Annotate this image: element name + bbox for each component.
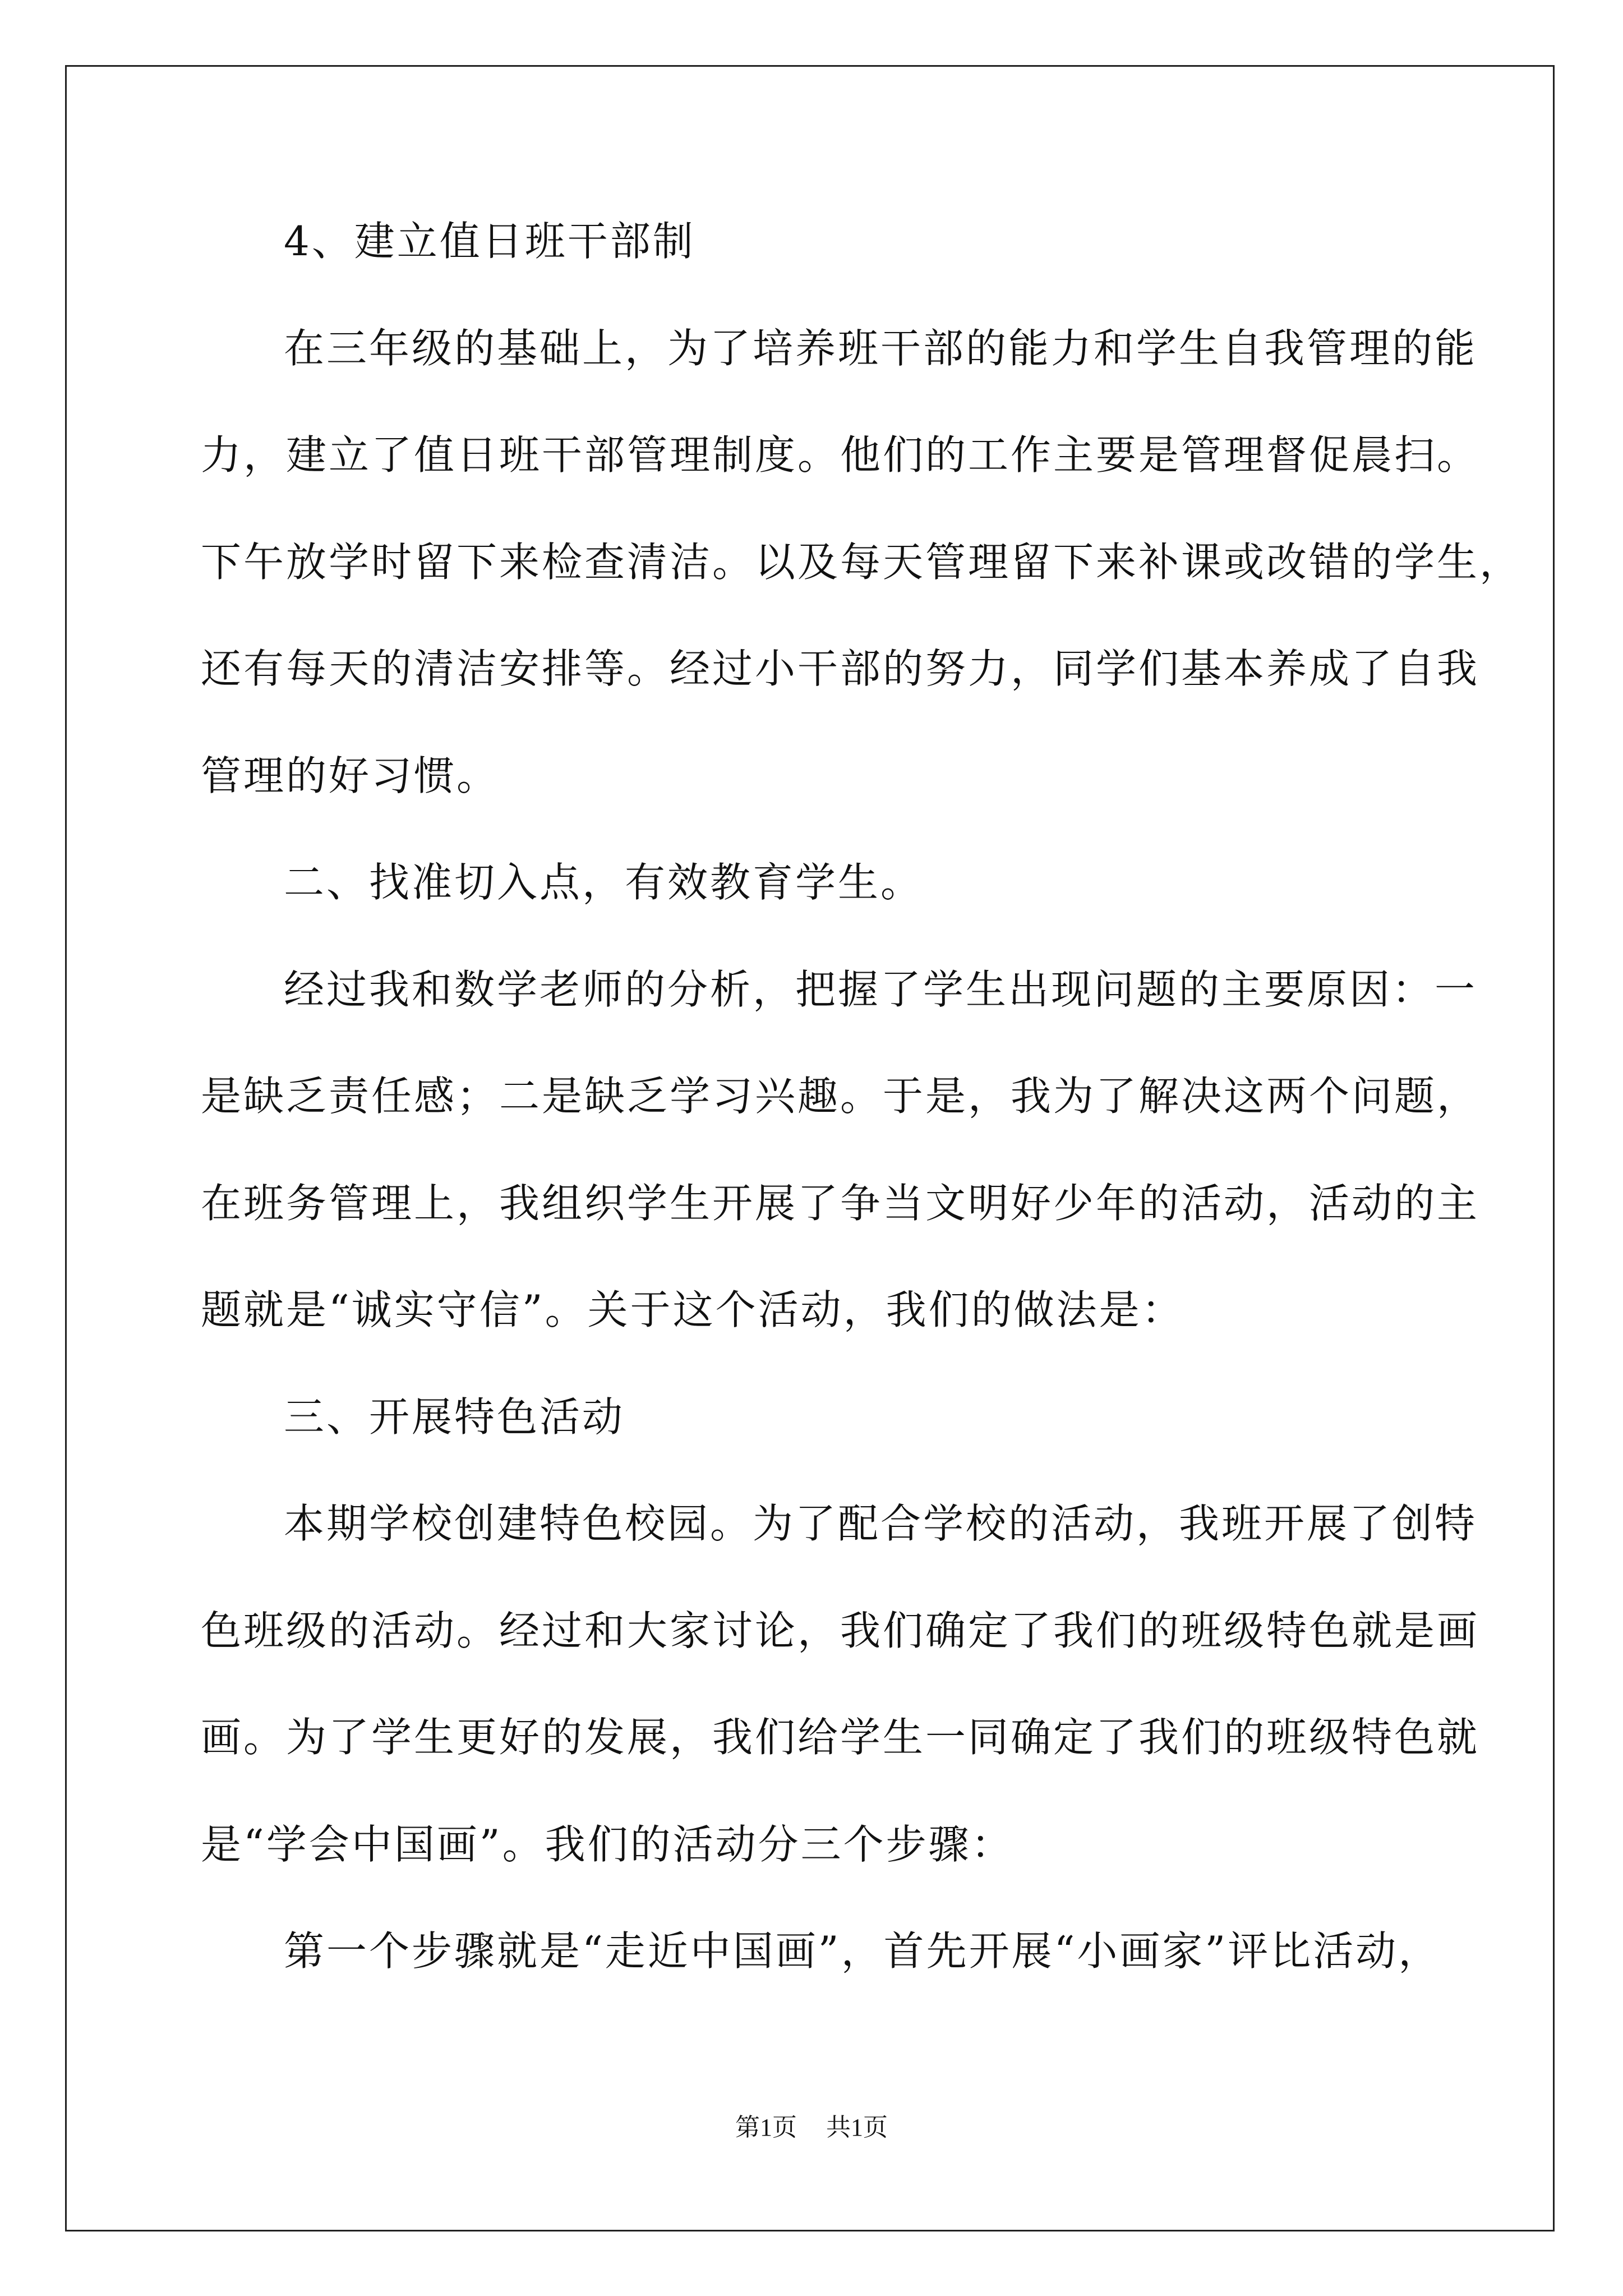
paragraph-line: 在三年级的基础上，为了培养班干部的能力和学生自我管理的能	[284, 324, 1478, 372]
paragraph-line: 色班级的活动。经过和大家讨论，我们确定了我们的班级特色就是画	[201, 1607, 1480, 1654]
paragraph-line: 管理的好习惯。	[201, 752, 500, 799]
paragraph-line: 画。为了学生更好的发展，我们给学生一同确定了我们的班级特色就	[201, 1714, 1480, 1761]
page-number: 第1页	[735, 2114, 797, 2141]
paragraph-line: 在班务管理上，我组织学生开展了争当文明好少年的活动，活动的主	[201, 1179, 1480, 1227]
section-heading-two: 二、找准切入点，有效教育学生。	[284, 859, 924, 906]
paragraph-line: 还有每天的清洁安排等。经过小干部的努力，同学们基本养成了自我	[201, 645, 1480, 692]
paragraph-line: 是“学会中国画”。我们的活动分三个步骤：	[201, 1820, 1014, 1868]
paragraph-line: 力，建立了值日班干部管理制度。他们的工作主要是管理督促晨扫。	[201, 431, 1480, 478]
paragraph-line: 题就是“诚实守信”。关于这个活动，我们的做法是：	[201, 1286, 1184, 1333]
page-total: 共1页	[826, 2114, 888, 2141]
paragraph-line: 经过我和数学老师的分析，把握了学生出现问题的主要原因：一	[284, 965, 1478, 1013]
paragraph-line: 第一个步骤就是“走近中国画”，首先开展“小画家”评比活动，	[284, 1927, 1441, 1975]
page-footer	[0, 2111, 1623, 2145]
section-heading-three: 三、开展特色活动	[284, 1393, 625, 1441]
paragraph-line: 本期学校创建特色校园。为了配合学校的活动，我班开展了创特	[284, 1500, 1478, 1547]
section-heading-duty-cadre: 4、建立值日班干部制	[284, 218, 695, 265]
document-body	[201, 214, 1523, 2031]
paragraph-line: 是缺乏责任感；二是缺乏学习兴趣。于是，我为了解决这两个问题，	[201, 1073, 1480, 1120]
paragraph-line: 下午放学时留下来检查清洁。以及每天管理留下来补课或改错的学生，	[201, 538, 1523, 586]
